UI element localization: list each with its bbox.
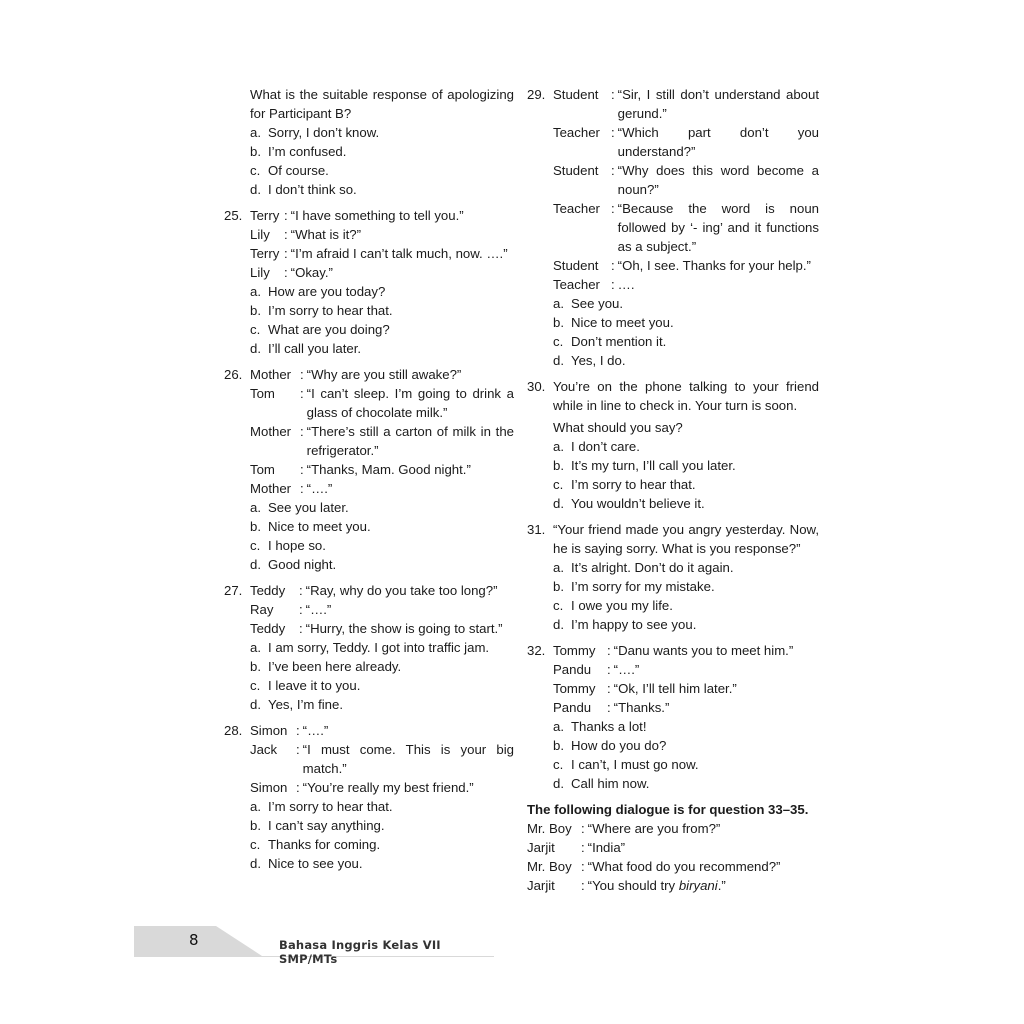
colon-separator: : bbox=[611, 163, 615, 178]
speaker-name: Teacher bbox=[553, 201, 600, 216]
colon-separator: : bbox=[607, 662, 611, 677]
option-text: I owe you my life. bbox=[571, 598, 673, 613]
answer-option bbox=[553, 736, 819, 755]
question-24-tail bbox=[224, 85, 514, 199]
answer-option bbox=[250, 797, 514, 816]
speaker-name: Tom bbox=[250, 386, 275, 401]
dialogue-line bbox=[527, 838, 819, 857]
question-28 bbox=[224, 721, 514, 873]
colon-separator: : bbox=[284, 246, 288, 261]
option-letter: a. bbox=[553, 439, 564, 454]
utterance-italic: biryani bbox=[678, 878, 718, 893]
answer-option bbox=[553, 351, 819, 370]
answer-option bbox=[553, 615, 819, 634]
option-letter: c. bbox=[250, 322, 261, 337]
answer-option bbox=[553, 596, 819, 615]
utterance: …. bbox=[617, 277, 635, 292]
answer-option bbox=[553, 456, 819, 475]
option-text: I’m happy to see you. bbox=[571, 617, 697, 632]
option-text: Nice to see you. bbox=[268, 856, 363, 871]
colon-separator: : bbox=[284, 227, 288, 242]
option-list bbox=[553, 437, 819, 513]
right-column bbox=[527, 85, 819, 895]
option-letter: a. bbox=[250, 640, 261, 655]
utterance: “Sir, I still don’t understand about gerund.” bbox=[617, 87, 819, 121]
option-text: Yes, I do. bbox=[571, 353, 626, 368]
option-text: Don’t mention it. bbox=[571, 334, 667, 349]
speaker-name: Terry bbox=[250, 208, 280, 223]
dialogue-line bbox=[250, 740, 514, 778]
answer-option bbox=[250, 282, 514, 301]
dialogue-line bbox=[250, 365, 514, 384]
question-26 bbox=[224, 365, 514, 574]
speaker-name: Mr. Boy bbox=[527, 821, 572, 836]
answer-option bbox=[250, 638, 514, 657]
option-text: I can’t say anything. bbox=[268, 818, 385, 833]
dialogue-line bbox=[553, 85, 819, 123]
colon-separator: : bbox=[581, 821, 585, 836]
answer-option bbox=[553, 475, 819, 494]
question-25 bbox=[224, 206, 514, 358]
answer-option bbox=[250, 695, 514, 714]
speaker-name: Ray bbox=[250, 602, 274, 617]
option-letter: d. bbox=[553, 353, 564, 368]
option-text: I’m sorry for my mistake. bbox=[571, 579, 715, 594]
answer-option bbox=[250, 301, 514, 320]
option-letter: d. bbox=[553, 776, 564, 791]
question-30 bbox=[527, 377, 819, 513]
option-text: I leave it to you. bbox=[268, 678, 361, 693]
option-letter: b. bbox=[250, 303, 261, 318]
option-text: You wouldn’t believe it. bbox=[571, 496, 705, 511]
answer-option bbox=[250, 123, 514, 142]
question-text: “Your friend made you angry yesterday. Now, he is saying sorry. What is you response?” bbox=[553, 522, 819, 556]
option-text: See you. bbox=[571, 296, 624, 311]
option-text: What are you doing? bbox=[268, 322, 390, 337]
option-letter: b. bbox=[250, 519, 261, 534]
answer-option bbox=[553, 437, 819, 456]
speaker-name: Jarjit bbox=[527, 840, 555, 855]
book-title: Bahasa Inggris Kelas VII SMP/MTs bbox=[279, 938, 441, 966]
option-text: Sorry, I don’t know. bbox=[268, 125, 380, 140]
utterance bbox=[588, 857, 819, 876]
colon-separator: : bbox=[300, 462, 304, 477]
option-letter: c. bbox=[250, 538, 261, 553]
colon-separator: : bbox=[611, 201, 615, 216]
question-29 bbox=[527, 85, 819, 370]
dialogue-line bbox=[250, 422, 514, 460]
dialogue-line bbox=[527, 857, 819, 876]
answer-option bbox=[553, 494, 819, 513]
option-letter: a. bbox=[250, 125, 261, 140]
dialogue-line bbox=[553, 161, 819, 199]
colon-separator: : bbox=[284, 208, 288, 223]
question-number: 30. bbox=[527, 379, 546, 394]
option-text: I’m sorry to hear that. bbox=[268, 799, 393, 814]
utterance: “Because the word is noun followed by ‘- ing’ and it functions as a subject.” bbox=[617, 201, 819, 254]
dialogue-line bbox=[250, 263, 514, 282]
utterance: “Oh, I see. Thanks for your help.” bbox=[617, 258, 811, 273]
answer-option bbox=[553, 774, 819, 793]
answer-option bbox=[250, 816, 514, 835]
answer-option bbox=[250, 142, 514, 161]
dialogue-line bbox=[250, 581, 514, 600]
dialogue-line bbox=[553, 256, 819, 275]
colon-separator: : bbox=[299, 602, 303, 617]
speaker-name: Teddy bbox=[250, 621, 286, 636]
question-27 bbox=[224, 581, 514, 714]
utterance: “….” bbox=[305, 602, 332, 617]
colon-separator: : bbox=[611, 125, 615, 140]
option-letter: d. bbox=[250, 557, 261, 572]
speaker-name: Pandu bbox=[553, 700, 592, 715]
option-letter: b. bbox=[553, 315, 564, 330]
option-letter: a. bbox=[553, 560, 564, 575]
dialogue-line bbox=[527, 876, 819, 895]
utterance: “There’s still a carton of milk in the refrigerator.” bbox=[306, 424, 514, 458]
colon-separator: : bbox=[607, 700, 611, 715]
dialogue-line bbox=[553, 275, 819, 294]
utterance bbox=[588, 819, 819, 838]
answer-option bbox=[553, 313, 819, 332]
option-letter: a. bbox=[250, 284, 261, 299]
colon-separator: : bbox=[300, 367, 304, 382]
colon-separator: : bbox=[611, 87, 615, 102]
answer-option bbox=[250, 320, 514, 339]
speaker-name: Tommy bbox=[553, 643, 596, 658]
option-text: I’ll call you later. bbox=[268, 341, 362, 356]
colon-separator: : bbox=[299, 583, 303, 598]
option-text: See you later. bbox=[268, 500, 349, 515]
colon-separator: : bbox=[296, 723, 300, 738]
dialogue-line bbox=[250, 619, 514, 638]
answer-option bbox=[250, 498, 514, 517]
question-number: 25. bbox=[224, 208, 243, 223]
utterance-text: “India” bbox=[587, 840, 626, 855]
option-letter: c. bbox=[250, 837, 261, 852]
option-letter: d. bbox=[553, 496, 564, 511]
speaker-name: Mother bbox=[250, 424, 292, 439]
option-text: Of course. bbox=[268, 163, 329, 178]
answer-option bbox=[553, 717, 819, 736]
speaker-name: Student bbox=[553, 163, 599, 178]
option-letter: b. bbox=[553, 458, 564, 473]
colon-separator: : bbox=[300, 481, 304, 496]
option-letter: c. bbox=[250, 163, 261, 178]
utterance-text: “What food do you recommend?” bbox=[587, 859, 781, 874]
option-text: Thanks a lot! bbox=[571, 719, 647, 734]
colon-separator: : bbox=[284, 265, 288, 280]
left-column bbox=[224, 85, 514, 880]
option-letter: b. bbox=[553, 738, 564, 753]
speaker-name: Jack bbox=[250, 742, 278, 757]
answer-option bbox=[250, 180, 514, 199]
option-letter: c. bbox=[553, 334, 564, 349]
utterance: “Thanks.” bbox=[613, 700, 670, 715]
utterance: “I can’t sleep. I’m going to drink a glass of chocolate milk.” bbox=[306, 386, 514, 420]
question-number: 28. bbox=[224, 723, 243, 738]
utterance: “Ok, I’ll tell him later.” bbox=[613, 681, 737, 696]
colon-separator: : bbox=[581, 859, 585, 874]
question-list bbox=[224, 206, 514, 873]
answer-option bbox=[553, 755, 819, 774]
answer-option bbox=[250, 161, 514, 180]
utterance: “….” bbox=[302, 723, 329, 738]
colon-separator: : bbox=[607, 643, 611, 658]
colon-separator: : bbox=[581, 840, 585, 855]
option-text: I don’t think so. bbox=[268, 182, 357, 197]
utterance: “….” bbox=[613, 662, 640, 677]
answer-option bbox=[250, 517, 514, 536]
dialogue-line bbox=[250, 778, 514, 797]
answer-option bbox=[250, 854, 514, 873]
colon-separator: : bbox=[299, 621, 303, 636]
option-letter: c. bbox=[553, 757, 564, 772]
option-text: I’m confused. bbox=[268, 144, 347, 159]
question-number: 32. bbox=[527, 643, 546, 658]
utterance-text: “Where are you from?” bbox=[587, 821, 721, 836]
answer-option bbox=[553, 294, 819, 313]
speaker-name: Teacher bbox=[553, 125, 600, 140]
question-prompt: What should you say? bbox=[553, 420, 683, 435]
utterance: “Danu wants you to meet him.” bbox=[613, 643, 794, 658]
speaker-name: Student bbox=[553, 87, 599, 102]
option-letter: b. bbox=[553, 579, 564, 594]
option-letter: c. bbox=[553, 598, 564, 613]
utterance-end: .” bbox=[717, 878, 726, 893]
dialogue-line bbox=[553, 199, 819, 256]
question-text: You’re on the phone talking to your friend while in line to check in. Your turn is soon. bbox=[553, 379, 819, 413]
option-letter: d. bbox=[250, 341, 261, 356]
dialogue-line bbox=[250, 384, 514, 422]
option-text: I am sorry, Teddy. I got into traffic jam. bbox=[268, 640, 490, 655]
answer-option bbox=[250, 657, 514, 676]
answer-option bbox=[553, 332, 819, 351]
question-number: 29. bbox=[527, 87, 546, 102]
dialogue-line bbox=[527, 819, 819, 838]
question-32 bbox=[527, 641, 819, 793]
dialogue-line bbox=[553, 679, 819, 698]
dialogue-line bbox=[250, 225, 514, 244]
page-number: 8 bbox=[189, 931, 199, 949]
colon-separator: : bbox=[581, 878, 585, 893]
colon-separator: : bbox=[296, 742, 300, 757]
utterance: “I’m afraid I can’t talk much, now. ….” bbox=[290, 246, 508, 261]
option-letter: d. bbox=[553, 617, 564, 632]
option-text: I’m sorry to hear that. bbox=[268, 303, 393, 318]
colon-separator: : bbox=[300, 424, 304, 439]
dialogue-line bbox=[250, 600, 514, 619]
dialogue-33-35 bbox=[527, 819, 819, 895]
option-text: It’s alright. Don’t do it again. bbox=[571, 560, 734, 575]
dialogue-line bbox=[553, 123, 819, 161]
colon-separator: : bbox=[611, 277, 615, 292]
question-number: 26. bbox=[224, 367, 243, 382]
dialogue-line bbox=[553, 698, 819, 717]
answer-option bbox=[553, 577, 819, 596]
utterance bbox=[588, 876, 819, 895]
speaker-name: Pandu bbox=[553, 662, 592, 677]
colon-separator: : bbox=[607, 681, 611, 696]
option-text: I don’t care. bbox=[571, 439, 640, 454]
dialogue-line bbox=[250, 479, 514, 498]
dialogue-line bbox=[553, 660, 819, 679]
speaker-name: Student bbox=[553, 258, 599, 273]
question-number: 27. bbox=[224, 583, 243, 598]
option-text: Nice to meet you. bbox=[571, 315, 674, 330]
speaker-name: Lily bbox=[250, 227, 270, 242]
question-prompt: What is the suitable response of apologizing for Participant B? bbox=[250, 87, 514, 121]
speaker-name: Teddy bbox=[250, 583, 286, 598]
answer-option bbox=[250, 555, 514, 574]
option-text: Good night. bbox=[268, 557, 337, 572]
option-text: I’ve been here already. bbox=[268, 659, 402, 674]
option-letter: b. bbox=[250, 818, 261, 833]
option-list bbox=[250, 123, 514, 199]
dialogue-line bbox=[250, 721, 514, 740]
option-text: I’m sorry to hear that. bbox=[571, 477, 696, 492]
utterance: “….” bbox=[306, 481, 333, 496]
utterance bbox=[588, 838, 819, 857]
option-text: Yes, I’m fine. bbox=[268, 697, 344, 712]
answer-option bbox=[250, 339, 514, 358]
option-text: How do you do? bbox=[571, 738, 667, 753]
utterance: “Ray, why do you take too long?” bbox=[305, 583, 498, 598]
speaker-name: Tom bbox=[250, 462, 275, 477]
option-text: Call him now. bbox=[571, 776, 650, 791]
dialogue-line bbox=[250, 244, 514, 263]
option-letter: d. bbox=[250, 697, 261, 712]
speaker-name: Mother bbox=[250, 481, 292, 496]
speaker-name: Simon bbox=[250, 780, 288, 795]
question-31 bbox=[527, 520, 819, 634]
speaker-name: Mother bbox=[250, 367, 292, 382]
utterance: “Which part don’t you understand?” bbox=[617, 125, 819, 159]
option-list bbox=[553, 558, 819, 634]
option-text: I can’t, I must go now. bbox=[571, 757, 699, 772]
speaker-name: Jarjit bbox=[527, 878, 555, 893]
option-letter: d. bbox=[250, 182, 261, 197]
utterance: “I must come. This is your big match.” bbox=[302, 742, 514, 776]
option-text: Thanks for coming. bbox=[268, 837, 381, 852]
utterance-text: “You should try bbox=[587, 878, 679, 893]
option-letter: a. bbox=[553, 719, 564, 734]
utterance: “I have something to tell you.” bbox=[290, 208, 464, 223]
option-letter: a. bbox=[250, 799, 261, 814]
colon-separator: : bbox=[611, 258, 615, 273]
colon-separator: : bbox=[296, 780, 300, 795]
dialogue-line bbox=[553, 641, 819, 660]
option-letter: b. bbox=[250, 144, 261, 159]
utterance: “Why are you still awake?” bbox=[306, 367, 462, 382]
dialogue-line bbox=[250, 460, 514, 479]
speaker-name: Simon bbox=[250, 723, 288, 738]
dialogue-line bbox=[250, 206, 514, 225]
speaker-name: Mr. Boy bbox=[527, 859, 572, 874]
speaker-name: Tommy bbox=[553, 681, 596, 696]
option-letter: a. bbox=[553, 296, 564, 311]
option-letter: b. bbox=[250, 659, 261, 674]
option-text: How are you today? bbox=[268, 284, 386, 299]
utterance: “What is it?” bbox=[290, 227, 362, 242]
utterance: “Thanks, Mam. Good night.” bbox=[306, 462, 471, 477]
answer-option bbox=[250, 536, 514, 555]
utterance: “Okay.” bbox=[290, 265, 333, 280]
answer-option bbox=[250, 676, 514, 695]
question-number: 31. bbox=[527, 522, 546, 537]
option-letter: c. bbox=[250, 678, 261, 693]
utterance: “You’re really my best friend.” bbox=[302, 780, 474, 795]
answer-option bbox=[553, 558, 819, 577]
speaker-name: Teacher bbox=[553, 277, 600, 292]
option-text: It’s my turn, I’ll call you later. bbox=[571, 458, 736, 473]
option-letter: c. bbox=[553, 477, 564, 492]
option-letter: d. bbox=[250, 856, 261, 871]
utterance: “Why does this word become a noun?” bbox=[617, 163, 819, 197]
speaker-name: Lily bbox=[250, 265, 270, 280]
colon-separator: : bbox=[300, 386, 304, 401]
option-text: Nice to meet you. bbox=[268, 519, 371, 534]
dialogue-intro: The following dialogue is for question 33–35. bbox=[527, 802, 809, 817]
speaker-name: Terry bbox=[250, 246, 280, 261]
option-letter: a. bbox=[250, 500, 261, 515]
page-footer bbox=[134, 926, 494, 966]
utterance: “Hurry, the show is going to start.” bbox=[305, 621, 503, 636]
answer-option bbox=[250, 835, 514, 854]
option-text: I hope so. bbox=[268, 538, 326, 553]
